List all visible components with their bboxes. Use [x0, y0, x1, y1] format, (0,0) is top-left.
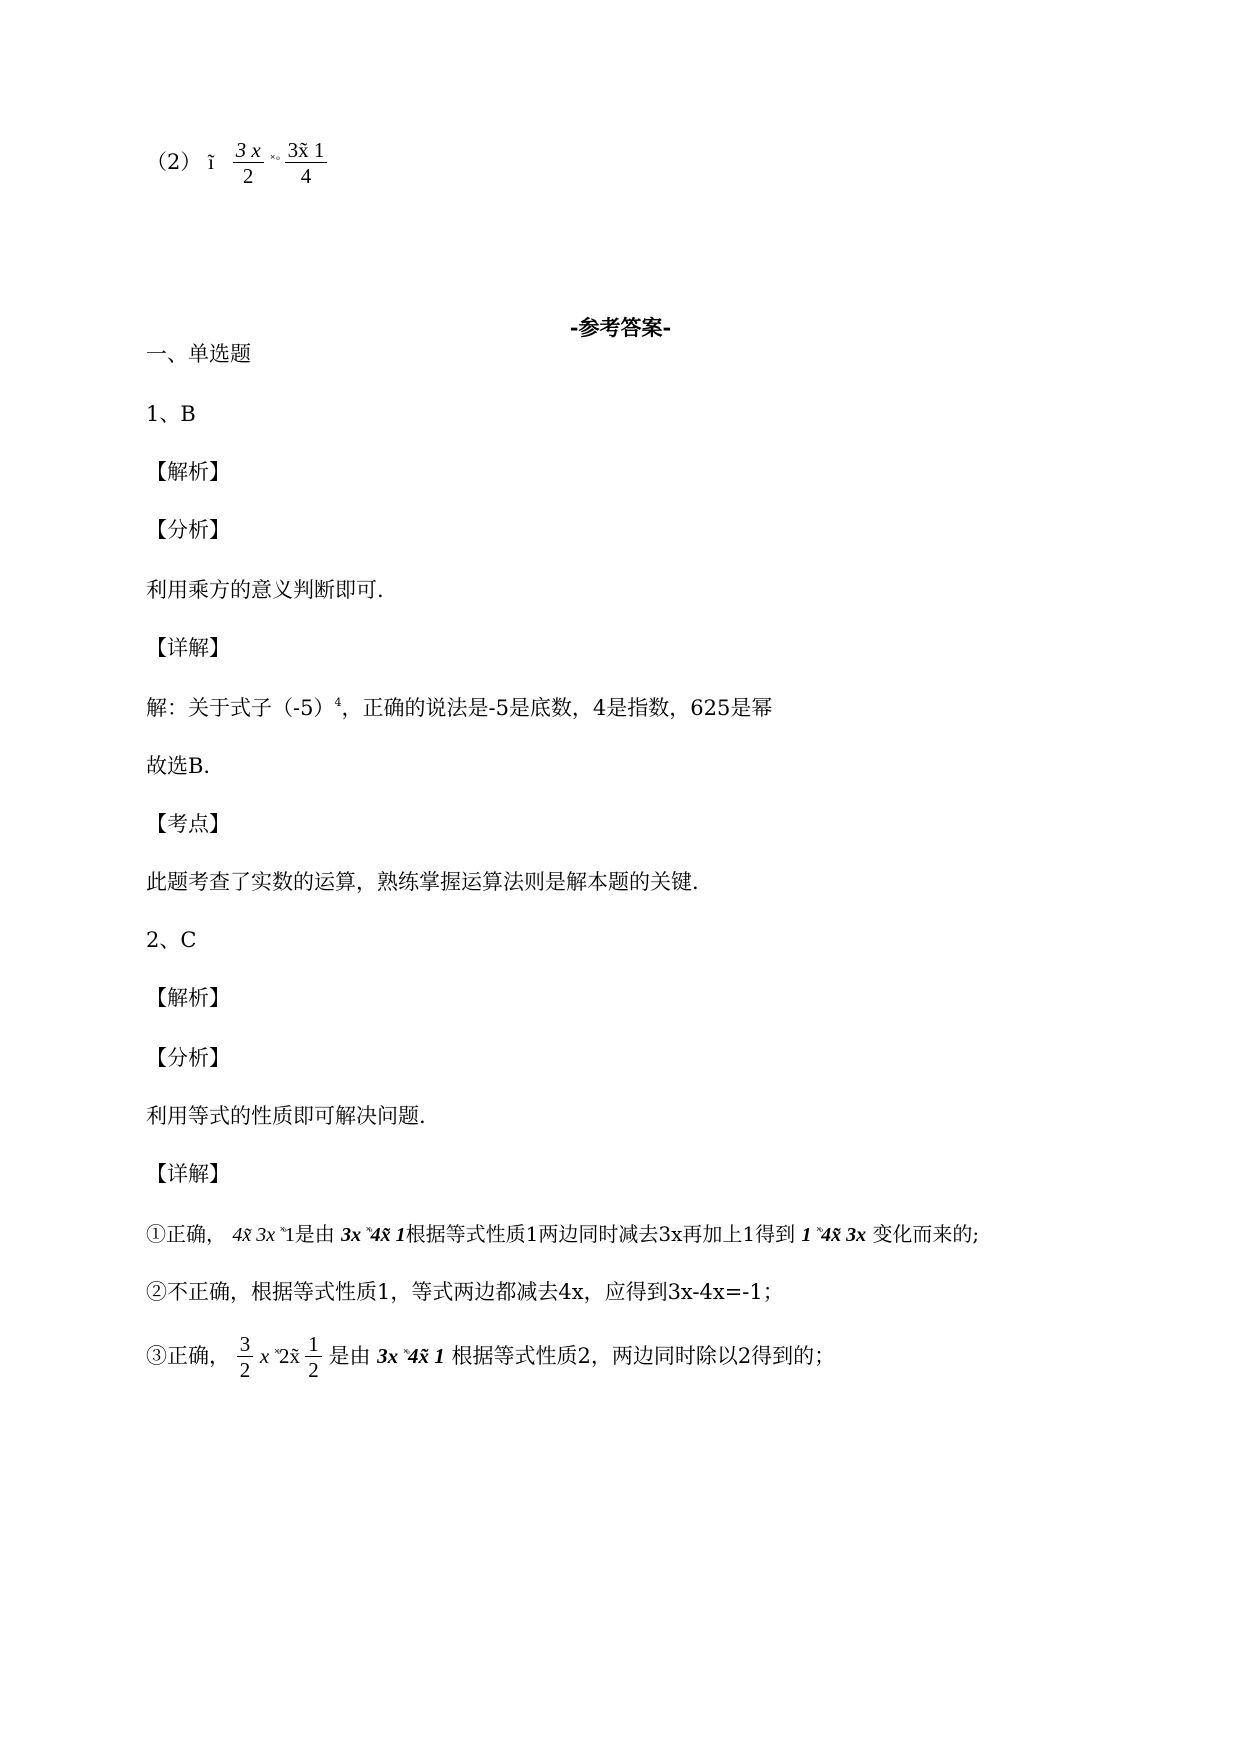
- item-1-expr-1b: 1: [284, 1224, 295, 1246]
- item-1-prefix: ①正确，: [146, 1222, 226, 1246]
- answer-heading: -参考答案-: [569, 315, 672, 340]
- item-3-fraction-2-num: 1: [308, 1332, 319, 1356]
- answer-1-detail-suffix: ，正确的说法是-5是底数，4是指数，625是幂: [341, 696, 773, 720]
- answer-1-number: 1、B: [146, 402, 196, 426]
- fraction-2-numerator: 1: [308, 138, 325, 162]
- item-1-expr-3b: 4x̃ 3x: [821, 1224, 867, 1246]
- fraction-2-denominator: 4: [300, 164, 312, 188]
- problem-2-equation: [146, 138, 327, 189]
- item-3-expr-1b: 2x̃: [279, 1344, 306, 1368]
- item-3-glyph-2: ˟ͦ: [403, 1346, 409, 1360]
- fraction-2: [285, 138, 328, 189]
- fraction-1: [233, 138, 264, 189]
- item-3-mid: 是由: [328, 1344, 371, 1368]
- item-3-fraction-2: [305, 1332, 322, 1383]
- answer-2-number: 2、C: [146, 928, 197, 952]
- answer-2-xiangjie: 【详解】: [146, 1162, 230, 1186]
- answer-1-conclusion: 故选B.: [146, 754, 211, 778]
- equals-glyph: ˟ ͦ: [270, 152, 278, 166]
- item-3-glyph-1: ˟ͦ: [274, 1346, 280, 1360]
- item-1-expr-2: 3x: [341, 1224, 367, 1246]
- fraction-2-lead: 3x̃: [287, 138, 309, 162]
- answer-2-item-3: [146, 1332, 835, 1383]
- item-1-expr-3: 1: [801, 1224, 817, 1246]
- item-3-fraction-2-den: 2: [308, 1358, 319, 1382]
- answer-2-item-1: [146, 1218, 979, 1247]
- answer-2-item-2: ②不正确，根据等式性质1，等式两边都减去4x，应得到3x-4x=-1；: [146, 1280, 784, 1304]
- answer-1-jiexi: 【解析】: [146, 460, 230, 484]
- answer-1-detail-prefix: 解：关于式子（-5）: [146, 696, 335, 720]
- answer-2-fenxi: 【分析】: [146, 1046, 230, 1070]
- answer-1-kaodian-text: 此题考查了实数的运算，熟练掌握运算法则是解本题的关键.: [146, 870, 699, 894]
- section-title: 一、单选题: [146, 342, 251, 366]
- problem-2-tilde-i: ĩ: [208, 150, 214, 174]
- item-1-expr-1: 4x̃ 3x: [232, 1224, 281, 1246]
- item-3-fraction-1-num: 3: [239, 1332, 251, 1356]
- problem-2-label: （2）: [146, 150, 202, 174]
- answer-1-fenxi: 【分析】: [146, 518, 230, 542]
- item-1-mid: 是由: [294, 1222, 335, 1246]
- item-3-fraction-1: [237, 1332, 254, 1383]
- answer-1-fenxi-text: 利用乘方的意义判断即可.: [146, 578, 384, 602]
- item-1-suffix: 变化而来的;: [872, 1222, 980, 1246]
- item-3-expr-2: 3x: [377, 1344, 404, 1368]
- item-1-glyph-2: ˟ͦ: [366, 1224, 371, 1238]
- item-1-glyph-1: ˟ͦ: [280, 1224, 285, 1238]
- item-1-glyph-3: ˟ͦ: [816, 1224, 822, 1238]
- answer-2-fenxi-text: 利用等式的性质即可解决问题.: [146, 1104, 426, 1128]
- answer-1-detail: [146, 692, 772, 722]
- item-1-expr-2b: 4x̃ 1: [370, 1224, 406, 1246]
- item-3-fraction-1-den: 2: [239, 1358, 251, 1382]
- fraction-1-denominator: 2: [242, 164, 254, 188]
- item-1-mid-2: 根据等式性质1两边同时减去3x再加上1得到: [405, 1222, 796, 1246]
- answer-1-xiangjie: 【详解】: [146, 636, 230, 660]
- answer-1-kaodian: 【考点】: [146, 812, 230, 836]
- item-3-expr-2b: 4x̃ 1: [408, 1344, 445, 1368]
- item-3-suffix: 根据等式性质2，两边同时除以2得到的；: [451, 1344, 836, 1368]
- answer-2-jiexi: 【解析】: [146, 986, 230, 1010]
- fraction-1-numerator: 3 x: [235, 138, 261, 162]
- item-3-expr-1: x: [259, 1344, 275, 1368]
- item-3-prefix: ③正确，: [146, 1344, 230, 1368]
- answer-1-detail-sup: 4: [334, 696, 342, 709]
